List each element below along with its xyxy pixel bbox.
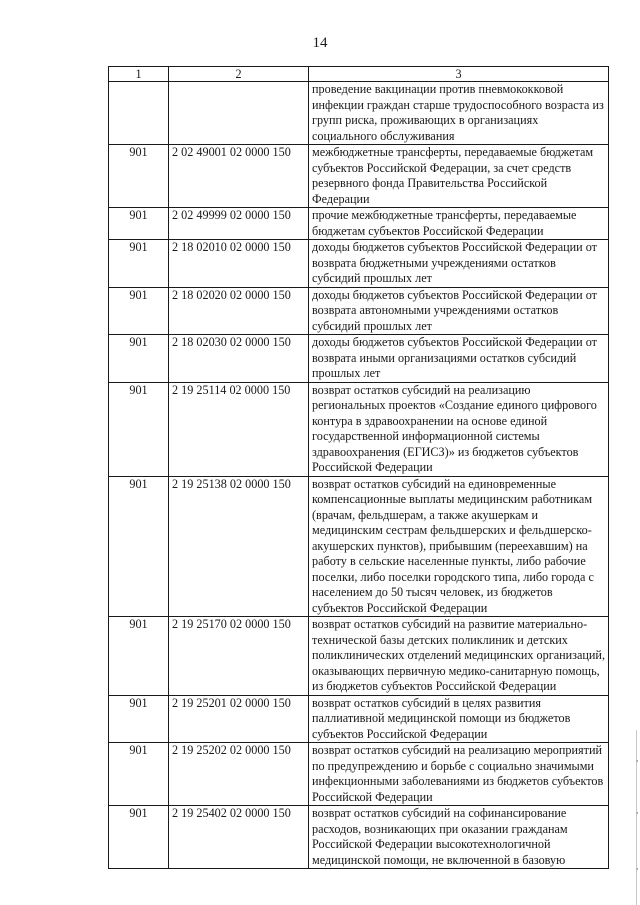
table-row <box>109 743 609 806</box>
budget-code-cell: 2 19 25138 02 0000 150 <box>169 476 309 617</box>
admin-code-cell: 901 <box>109 335 169 383</box>
admin-code-cell: 901 <box>109 476 169 617</box>
table-row <box>109 240 609 288</box>
admin-code-cell: 901 <box>109 806 169 869</box>
description-cell: возврат остатков субсидий на реализацию региональных проектов «Создание единого цифрового контура в здравоохранении на основе единой государственной информационной системы здравоохранения (ЕГИСЗ)» из бюджетов субъектов Российской Федерации <box>309 382 609 476</box>
budget-codes-table <box>108 66 609 869</box>
table-row <box>109 695 609 743</box>
scan-edge-mark <box>636 730 637 905</box>
table-row <box>109 208 609 240</box>
description-cell: прочие межбюджетные трансферты, передаваемые бюджетам субъектов Российской Федерации <box>309 208 609 240</box>
budget-code-cell: 2 02 49999 02 0000 150 <box>169 208 309 240</box>
table-header-row <box>109 67 609 82</box>
admin-code-cell: 901 <box>109 208 169 240</box>
table-row <box>109 617 609 696</box>
scan-edge-dot <box>636 868 638 870</box>
scan-edge-dot <box>636 812 638 814</box>
budget-code-cell: 2 19 25201 02 0000 150 <box>169 695 309 743</box>
budget-code-cell: 2 18 02020 02 0000 150 <box>169 287 309 335</box>
scan-edge-dot <box>636 760 638 762</box>
description-cell: возврат остатков субсидий на развитие материально-технической базы детских поликлиник и детских поликлинических отделений медицинских организаций, оказывающих первичную медико-санитарную помощь, из бюджетов субъектов Российской Федерации <box>309 617 609 696</box>
admin-code-cell: 901 <box>109 617 169 696</box>
description-cell: возврат остатков субсидий в целях развития паллиативной медицинской помощи из бюджетов субъектов Российской Федерации <box>309 695 609 743</box>
description-cell: возврат остатков субсидий на реализацию мероприятий по предупреждению и борьбе с социально значимыми инфекционными заболеваниями из бюджетов субъектов Российской Федерации <box>309 743 609 806</box>
description-cell: возврат остатков субсидий на единовременные компенсационные выплаты медицинским работникам (врачам, фельдшерам, а также акушеркам и медицинским сестрам фельдшерских и фельдшерско-акушерских пунктов), прибывшим (переехавшим) на работу в сельские населенные пункты, либо рабочие поселки, либо поселки городского типа, либо города с населением до 50 тысяч человек, из бюджетов субъектов Российской Федерации <box>309 476 609 617</box>
description-cell: возврат остатков субсидий на софинансирование расходов, возникающих при оказании гражданам Российской Федерации высокотехнологичной медицинской помощи, не включенной в базовую <box>309 806 609 869</box>
admin-code-cell: 901 <box>109 287 169 335</box>
budget-code-cell: 2 19 25114 02 0000 150 <box>169 382 309 476</box>
table-row <box>109 335 609 383</box>
budget-code-cell <box>169 82 309 145</box>
admin-code-cell: 901 <box>109 145 169 208</box>
budget-code-cell: 2 19 25202 02 0000 150 <box>169 743 309 806</box>
budget-code-cell: 2 18 02010 02 0000 150 <box>169 240 309 288</box>
budget-code-cell: 2 19 25402 02 0000 150 <box>169 806 309 869</box>
description-cell: доходы бюджетов субъектов Российской Федерации от возврата иными организациями остатков субсидий прошлых лет <box>309 335 609 383</box>
column-header-3: 3 <box>309 67 609 82</box>
budget-code-cell: 2 19 25170 02 0000 150 <box>169 617 309 696</box>
table-row <box>109 145 609 208</box>
table-row <box>109 287 609 335</box>
table-row <box>109 806 609 869</box>
page-number: 14 <box>312 35 328 51</box>
admin-code-cell <box>109 82 169 145</box>
description-cell: доходы бюджетов субъектов Российской Федерации от возврата автономными учреждениями остатков субсидий прошлых лет <box>309 287 609 335</box>
table-row <box>109 382 609 476</box>
admin-code-cell: 901 <box>109 695 169 743</box>
description-cell: межбюджетные трансферты, передаваемые бюджетам субъектов Российской Федерации, за счет средств резервного фонда Правительства Российской Федерации <box>309 145 609 208</box>
admin-code-cell: 901 <box>109 743 169 806</box>
description-cell: доходы бюджетов субъектов Российской Федерации от возврата бюджетными учреждениями остатков субсидий прошлых лет <box>309 240 609 288</box>
column-header-1: 1 <box>109 67 169 82</box>
admin-code-cell: 901 <box>109 382 169 476</box>
budget-code-cell: 2 18 02030 02 0000 150 <box>169 335 309 383</box>
admin-code-cell: 901 <box>109 240 169 288</box>
table-row <box>109 476 609 617</box>
column-header-2: 2 <box>169 67 309 82</box>
budget-code-cell: 2 02 49001 02 0000 150 <box>169 145 309 208</box>
description-cell: проведение вакцинации против пневмококковой инфекции граждан старше трудоспособного возраста из групп риска, проживающих в организациях социального обслуживания <box>309 82 609 145</box>
table-row <box>109 82 609 145</box>
